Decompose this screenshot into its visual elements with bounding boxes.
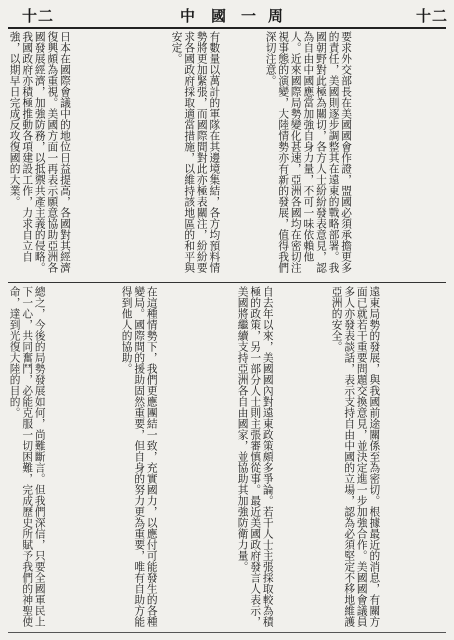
article-text: 自去年以來，美國國內對遠東政策頗多爭論。若干人士主張採取較為積極的政策，另一部分人士則主張審慎從事。最近美國政府發言人表示，美國將繼續支持亞洲各自由國家，並協助其加強防衛力量。	[236, 286, 275, 627]
article-lower-middle-right	[236, 286, 328, 628]
publication-title-char: 中	[180, 7, 197, 25]
article-upper-middle	[170, 31, 262, 279]
publication-title-char: 一	[241, 7, 258, 25]
article-text: 遠東局勢的發展，與我國前途關係至為密切。根據最近的消息，有關方面已就若干重要問題交換意見，並決定進一步加強合作。美國國會議員多人亦發表談話，表示支持自由中國的立場，認為必須堅定不移地維護亞洲的安全。	[330, 286, 382, 627]
publication-title-char: 周	[268, 7, 285, 25]
article-text: 總之，今後的局勢發展如何，尚難斷言。但我們深信，只要全國軍民上下一心，共同奮鬥，必能克服一切困難，完成歷史所賦予我們的神聖使命，達到光復大陸的目的。	[8, 286, 47, 627]
article-lower-middle-left	[120, 286, 234, 628]
article-text: 日本在國際會議中的地位日益提高，各國對其經濟復興頗為重視。美國方面一再表示願意協助亞洲各國發展經濟，加強防務，以抵禦共產主義的侵略。我國政府亦積極推動各項建設工作，力求自立自強，以期早日完成反攻復國的大業。	[8, 31, 72, 273]
article-text: 在這種情勢下，我們更應團結一致，充實國力，以應付可能發生的各種變局。國際間的援助固然重要，但自身的努力更為重要，唯有自助方能得到他人的協助。	[120, 286, 159, 627]
article-lower-right	[330, 286, 446, 628]
article-text: 要求外交部長在美國國會作證，盟國必須承擔更多的責任，美國則逐步調整其在遠東的戰略部署。我國朝野對此極為關切，各方人士紛紛發表意見，認為自由中國應當加強自身力量，不可一味依賴他人。近來國際局勢變化甚速，亞洲各國均在密切注視事態的演變，大陸情勢亦有新的發展，值得我們深切注意。	[264, 31, 354, 273]
article-upper-left	[8, 31, 168, 279]
article-lower-left	[8, 286, 118, 628]
article-upper-right	[264, 31, 446, 279]
section-divider	[8, 282, 446, 283]
footer-rule	[8, 632, 446, 633]
page-number-right: 十二	[416, 7, 449, 25]
page-number: 十二	[22, 7, 55, 25]
article-text: 有數量以萬計的軍隊在其邊境集結，各方均預料情勢將更加緊張，而國際間對此亦極表關注，紛紛要求各國政府採取適當措施，以維持該地區的和平與安定。	[170, 31, 222, 273]
header-rule	[8, 27, 446, 29]
publication-title-char: 國	[211, 7, 228, 25]
page-header	[0, 0, 454, 30]
